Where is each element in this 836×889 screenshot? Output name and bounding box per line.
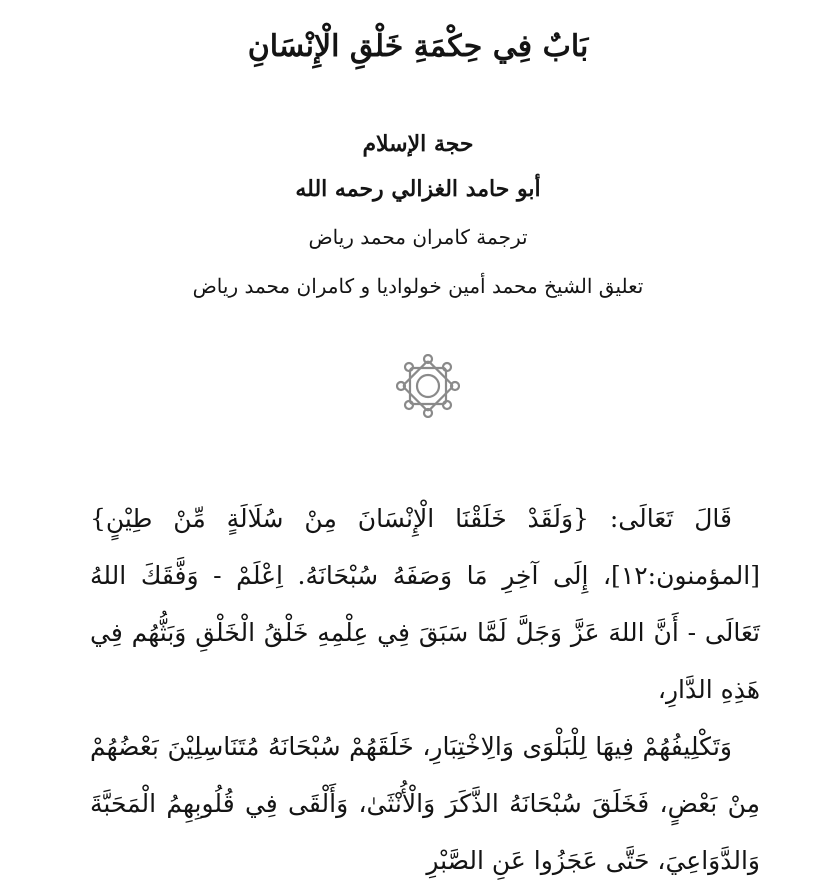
honorific: حجة الإسلام: [362, 131, 474, 157]
commentary-credit: تعليق الشيخ محمد أمين خولواديا و كامران محمد رياض: [192, 274, 644, 298]
author-name: أبو حامد الغزالي رحمه الله: [295, 176, 541, 202]
eight-point-star-ornament-icon: [396, 354, 460, 418]
author-block: [0, 122, 836, 310]
paragraph: وَتَكْلِيفُهُمْ فِيهَا لِلْبَلْوَى وَالِاخْتِبَارِ، خَلَقَهُمْ سُبْحَانَهُ مُتَنَاسِلِيْنَ بَعْضُهُمْ مِنْ بَعْضٍ، فَخَلَقَ سُبْحَانَهُ الذَّكَرَ وَالْأُنْثَىٰ، وَأَلْقَى فِي قُلُوبِهِمُ الْمَحَبَّةَ وَالدَّوَاعِيَ، حَتَّى عَجَزُوا عَنِ الصَّبْرِ: [90, 732, 760, 875]
body-text: [90, 490, 760, 889]
paragraph: قَالَ تَعَالَى: {وَلَقَدْ خَلَقْنَا الْإِنْسَانَ مِنْ سُلَالَةٍ مِّنْ طِيْنٍ} [المؤمنون:١٢]، إِلَى آخِرِ مَا وَصَفَهُ سُبْحَانَهُ. اِعْلَمْ - وَفَّقَكَ اللهُ تَعَالَى - أَنَّ اللهَ عَزَّ وَجَلَّ لَمَّا سَبَقَ فِي عِلْمِهِ خَلْقُ الْخَلْقِ وَبَثُّهُم فِي هَذِهِ الدَّارِ،: [90, 504, 760, 704]
chapter-title: بَابٌ فِي حِكْمَةِ خَلْقِ الْإِنْسَانِ: [247, 29, 589, 64]
translator-credit: ترجمة كامران محمد رياض: [308, 225, 528, 249]
